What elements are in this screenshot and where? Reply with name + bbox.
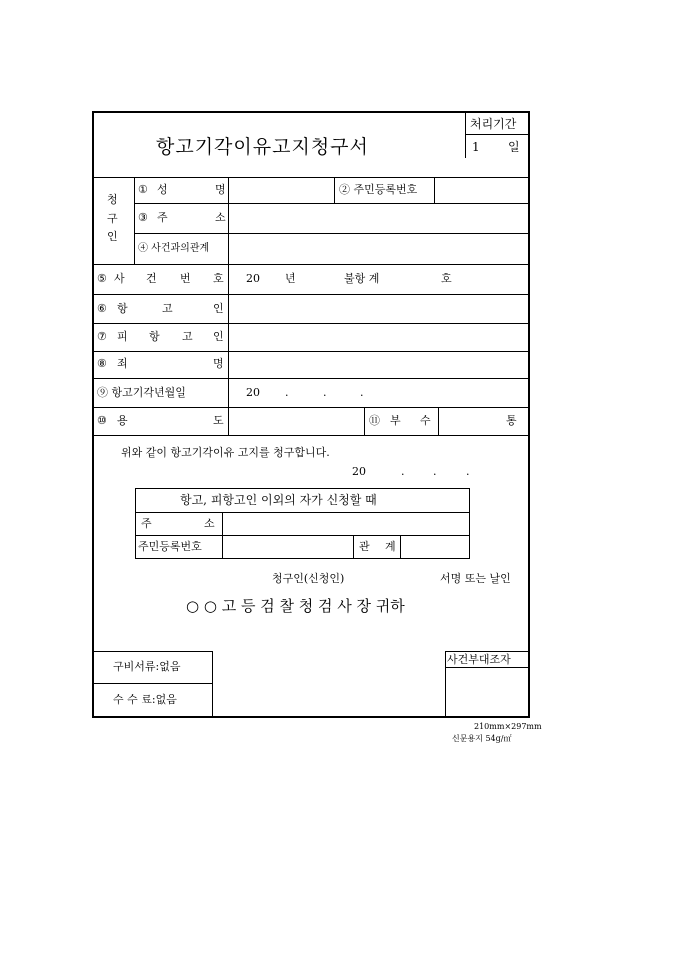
paper-size: 210mm×297mm: [474, 722, 542, 731]
frame-right: [528, 111, 530, 717]
request-date-dot-2: .: [433, 465, 437, 478]
address-label-char-2: 소: [215, 211, 226, 224]
third-party-header: 항고, 피항고인 이외의 자가 신청할 때: [180, 493, 377, 507]
case-type: 불항 계: [344, 272, 380, 285]
address-field[interactable]: [230, 205, 527, 232]
appellee-char-3: 고: [182, 330, 193, 343]
line-id-left: [334, 177, 335, 203]
tp-bottom: [135, 558, 470, 559]
crime-field[interactable]: [230, 353, 527, 377]
addressee: ○ ○ 고 등 검 찰 청 검 사 장 귀하: [186, 597, 405, 615]
address-label-char-1: 주: [157, 211, 168, 224]
dismissal-date-label: ⑨ 항고기각년월일: [97, 386, 186, 399]
line-r1: [134, 203, 530, 204]
tp-relation-right: [400, 535, 401, 558]
tp-line-1: [135, 512, 470, 513]
line-r8: [92, 407, 530, 408]
tp-right: [469, 488, 470, 558]
line-r3: [92, 264, 530, 265]
fee-label: 수 수 료:없음: [113, 693, 177, 706]
crime-char-1: 죄: [117, 357, 128, 370]
copies-field[interactable]: [440, 409, 502, 434]
copies-char-1: 부: [390, 414, 401, 427]
footer-attach-mid: [445, 667, 529, 668]
purpose-char-1: 용: [117, 414, 128, 427]
tp-relation-char-1: 관: [359, 540, 370, 553]
tp-label-col: [222, 512, 223, 558]
copies-unit: 통: [506, 414, 517, 427]
case-year: 20: [246, 272, 260, 285]
dismissal-date-dot-3: .: [360, 386, 364, 399]
tp-relation-char-2: 계: [385, 540, 396, 553]
crime-num: ⑧: [97, 357, 107, 370]
applicant-group-char-3: 인: [107, 230, 118, 243]
resident-id-label: ② 주민등록번호: [339, 183, 418, 196]
processing-period-unit: 일: [508, 140, 520, 154]
relation-label: ④ 사건과의관계: [138, 243, 210, 254]
sign-or-seal-label: 서명 또는 날인: [440, 572, 511, 585]
appellant-num: ⑥: [97, 302, 107, 315]
case-no-unit: 호: [441, 272, 452, 285]
period-box-mid: [465, 134, 528, 135]
footer-attach-left: [445, 651, 446, 717]
case-attachment-label: 사건부대조자: [447, 653, 511, 666]
case-label-char-3: 번: [180, 272, 191, 285]
line-id-right: [434, 177, 435, 203]
address-number: ③: [138, 211, 148, 224]
line-r6: [92, 351, 530, 352]
tp-resident-id-field[interactable]: [224, 537, 352, 557]
line-copies-right: [438, 407, 439, 435]
tp-top: [135, 488, 470, 489]
appellee-num: ⑦: [97, 330, 107, 343]
appellee-field[interactable]: [230, 325, 527, 350]
footer-docs-top: [92, 651, 213, 652]
appellee-char-2: 항: [149, 330, 160, 343]
case-label-char-1: 사: [114, 272, 125, 285]
tp-address-char-2: 소: [204, 517, 215, 530]
processing-period-number: 1: [472, 140, 480, 154]
case-label-char-4: 호: [213, 272, 224, 285]
line-label-col: [228, 177, 229, 435]
tp-resident-id-label: 주민등록번호: [138, 540, 202, 553]
line-r2: [134, 233, 530, 234]
dismissal-date-dot-1: .: [285, 386, 289, 399]
relation-field[interactable]: [230, 235, 527, 263]
appellant-field[interactable]: [230, 296, 527, 322]
request-date-dot-3: .: [466, 465, 470, 478]
line-r7: [92, 378, 530, 379]
paper-spec: 신문용지 54g/㎡: [452, 734, 512, 743]
applicant-group-char-2: 구: [107, 212, 118, 225]
tp-line-2: [135, 535, 470, 536]
line-r4: [92, 294, 530, 295]
form-title: 항고기각이유고지청구서: [156, 136, 369, 158]
line-r5: [92, 323, 530, 324]
applicant-group-char-1: 청: [107, 193, 118, 206]
name-field[interactable]: [230, 179, 333, 202]
purpose-num: ⑩: [97, 414, 107, 427]
line-applicant-top: [92, 177, 530, 178]
frame-bottom: [92, 716, 530, 718]
footer-attach-top: [445, 651, 529, 652]
purpose-char-2: 도: [213, 414, 224, 427]
dismissal-date-year: 20: [246, 386, 260, 399]
tp-relation-field[interactable]: [402, 537, 468, 557]
tp-relation-left: [353, 535, 354, 558]
case-year-unit: 년: [285, 272, 296, 285]
copies-char-2: 수: [420, 414, 431, 427]
dismissal-date-dot-2: .: [323, 386, 327, 399]
footer-docs-right: [212, 651, 213, 717]
processing-period-label: 처리기간: [470, 117, 517, 131]
purpose-field[interactable]: [230, 409, 363, 434]
frame-left: [92, 111, 94, 717]
line-r9: [92, 435, 530, 436]
required-documents-label: 구비서류:없음: [113, 660, 181, 673]
request-date-year: 20: [352, 465, 366, 478]
tp-left: [135, 488, 136, 558]
request-date-dot-1: .: [401, 465, 405, 478]
appellant-char-2: 고: [162, 302, 173, 315]
crime-char-2: 명: [213, 357, 224, 370]
appellant-char-1: 항: [117, 302, 128, 315]
name-label-char-1: 성: [157, 183, 168, 196]
appellee-char-4: 인: [213, 330, 224, 343]
applicant-signature-label: 청구인(신청인): [272, 572, 345, 585]
line-applicant-group: [134, 177, 135, 264]
appellee-char-1: 피: [117, 330, 128, 343]
request-statement: 위와 같이 항고기각이유 고지를 청구합니다.: [121, 446, 330, 459]
appellant-char-3: 인: [213, 302, 224, 315]
line-copies-left: [364, 407, 365, 435]
name-number: ①: [138, 183, 148, 196]
name-label-char-2: 명: [215, 183, 226, 196]
tp-address-char-1: 주: [141, 517, 152, 530]
case-label-char-2: 건: [146, 272, 157, 285]
copies-num: ⑪: [369, 414, 380, 427]
case-number-num: ⑤: [97, 272, 107, 285]
footer-docs-mid: [92, 683, 213, 684]
resident-id-field[interactable]: [436, 179, 527, 202]
tp-address-field[interactable]: [224, 514, 468, 534]
